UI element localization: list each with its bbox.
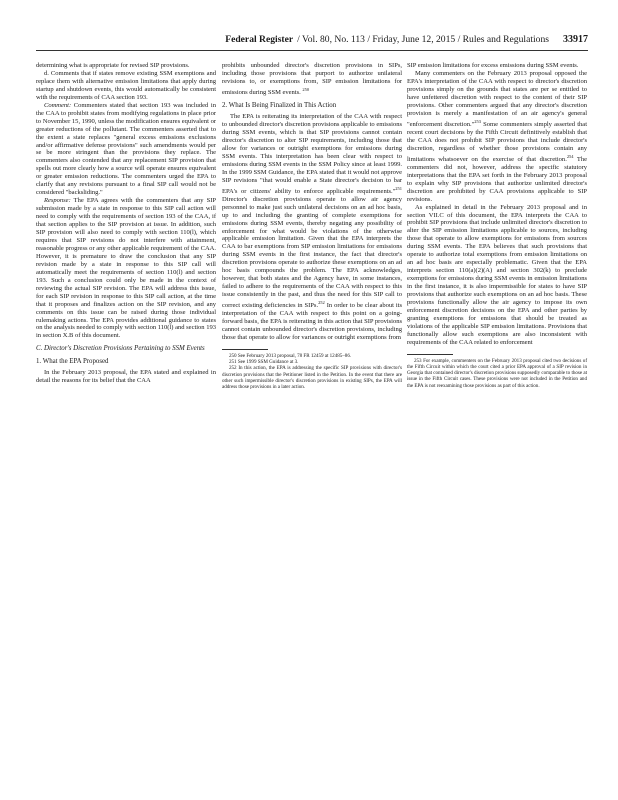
footnote-rule <box>407 354 453 355</box>
column-left <box>36 62 216 385</box>
paragraph-text: prohibits unbounded director's discretion provisions in SIPs, including those provisions that purport to authorize unilateral revisions to, or exemptions from, SIP emission limitations for emissions during SSM events. <box>222 62 402 97</box>
footnote-ref: 251 <box>395 185 402 191</box>
footnote-rule <box>222 349 268 350</box>
paragraph-text: The commenters did not, however, address the specific statutory interpretations that the EPA set forth in the February 2013 proposal to explain why SIP provisions that authorize unlimited director's discretion are prohibited by CAA provisions applicable to SIP revisions. <box>407 155 587 203</box>
paragraph <box>222 113 402 342</box>
paragraph-text: Some commenters simply asserted that recent court decisions by the Fifth Circuit definitively establish that the CAA does not prohibit SIP provisions that include director's discretion, regardless of whether those provisions contain any limitations whatsoever on the exercise of that discretion. <box>407 120 587 163</box>
paragraph-text: Director's discretion provisions operate to allow air agency personnel to make just such unilateral decisions on an ad hoc basis, up to and including the granting of complete exemptions for emissions during SSM events, thereby negating any possibility of enforcement for what would be violations of the otherwise applicable emission limitation. Given that the EPA interprets the CAA to bar exemptions from SIP emission limitations for emissions during SSM events in the first instance, the fact that director's discretion provisions operate to authorize these exemptions on an ad hoc basis compounds the problem. The EPA acknowledges, however, that both states and the Agency have, in some instances, failed to adhere to the requirements of the CAA with respect to this issue consistently in the past, and thus the need for this SIP call to correct existing deficiencies in SIPs. <box>222 195 402 310</box>
paragraph-text: Many commenters on the February 2013 proposal opposed the EPA's interpretation of the CAA with respect to director's discretion provisions simply on the grounds that states are per se entitled to have unfettered discretion with respect to the content of their SIP provisions. Other commenters argued that any director's discretion provision is merely a manifestation of an air agency's general "enforcement discretion." <box>407 69 587 128</box>
paragraph: As explained in detail in the February 2013 proposal and in section VII.C of this document, the EPA interprets the CAA to prohibit SIP provisions that include unlimited director's discretion to alter the SIP emission limitations applicable to sources, including those that operate to allow exemptions for emissions from sources during SSM events. The EPA believes that such provisions that operate to authorize total exemptions from emission limitations on an ad hoc basis are especially problematic. Given that the EPA interprets section 110(a)(2)(A) and section 302(k) to preclude exemptions for emissions during SSM events in emission limitations in the first instance, it is also impermissible for states to have SIP provisions that authorize such exemptions on an ad hoc basis. These provisions functionally allow the air agency to impose its own enforcement discretion decisions on the EPA and other parties by granting exemptions for emissions that should be treated as violations of the applicable SIP emission limitations. Provisions that functionally allow such exemptions are also inconsistent with requirements of the CAA related to enforcement <box>407 203 587 346</box>
column-right <box>407 62 587 389</box>
paragraph <box>222 62 402 97</box>
response-label: Response: <box>44 197 71 205</box>
publication-title: Federal Register <box>225 33 294 45</box>
section-heading-c: C. Director's Discretion Provisions Pertaining to SSM Events <box>36 345 205 353</box>
footnote: 251 See 1999 SSM Guidance at 3. <box>229 359 299 366</box>
footnote: 250 See February 2013 proposal, 78 FR 12459 at 12485–86. <box>229 353 352 360</box>
paragraph: In the February 2013 proposal, the EPA stated and explained in detail the reasons for its belief that the CAA <box>36 369 216 385</box>
comment-text: Commenters stated that section 193 was included in the CAA to prohibit states from modifying regulations in place prior to November 15, 1990, unless the modification ensures equivalent or greater reductions of the pollutant. The commenters asserted that to the extent a state replaces "general excess emissions exclusions and/or affirmative defense provisions" such amendments would per se be more stringent than the provisions they replace. The commenters also contended that any replacement SIP provision that spells out more clearly how a source will operate ensures equivalent or greater emission reductions. The commenters urged the EPA to clarify that any revisions pursuant to a final SIP call would not be considered "backsliding." <box>36 101 216 197</box>
footnote: 253 For example, commenters on the February 2013 proposal cited two decisions of the Fifth Circuit within which the court cited a prior EPA approval of a SIP revision in Georgia that contained director's discretion provisions supposedly comparable to those at issue in the Fifth Circuit cases. These provisions were not included in the Petition and the EPA is not reexamining those provisions as part of this action. <box>407 357 587 389</box>
footnote-ref: 254 <box>566 153 574 159</box>
footnote-ref: 250 <box>302 86 310 92</box>
paragraph-text: In order to be clear about its interpretation of the CAA with respect to this point on a going-forward basis, the EPA is reiterating in this action that SIP provisions cannot contain unbounded director's discretion provisions, including those that operate to allow for variances or outright exemptions from <box>222 302 402 342</box>
comment-paragraph <box>36 102 216 197</box>
response-paragraph <box>36 197 216 340</box>
footnote-ref: 253 <box>474 118 481 124</box>
paragraph: determining what is appropriate for revised SIP provisions. <box>36 62 190 69</box>
footnote: 252 In this action, the EPA is addressing the specific SIP provisions with director's discretion provisions that the Petitioner listed in the Petition. In the event that there are other such impermissible director's discretion provisions in existing SIPs, the EPA will address those provisions in a later action. <box>222 365 402 391</box>
paragraph-text: The EPA is reiterating its interpretation of the CAA with respect to unbounded director's discretion provisions applicable to emissions during SSM events, which is that SIP provisions cannot contain director's discretion to alter SIP requirements, including those that allow for variances or outright exemptions for emissions during SSM events. This interpretation has been clear with respect to emissions during SSM events in the SSM Policy since at least 1999. In the 1999 SSM Guidance, the EPA stated that it would not approve SIP revisions "that would enable a State director's decision to bar EPA's or citizens' ability to enforce applicable requirements." <box>222 112 402 195</box>
page-header <box>36 32 588 46</box>
subsection-heading-1: 1. What the EPA Proposed <box>36 358 109 366</box>
paragraph: SIP emission limitations for excess emissions during SSM events. <box>407 62 579 69</box>
page-number: 33917 <box>563 33 588 45</box>
paragraph <box>407 70 587 204</box>
header-rule <box>36 50 588 51</box>
comment-label: Comment: <box>44 101 72 109</box>
subsection-heading-2: 2. What Is Being Finalized in This Action <box>222 101 337 109</box>
paragraph-d: d. Comments that if states remove existing SSM exemptions and replace them with alternative emission limitations that apply during startup and shutdown events, this would automatically be consistent with the requirements of CAA section 193. <box>36 69 216 101</box>
footnote-ref: 252 <box>318 300 325 306</box>
response-text: The EPA agrees with the commenters that any SIP submission made by a state in response to this SIP call action will need to comply with the requirements of section 193 of the CAA, if that section applies to the SIP provision at issue. In addition, such SIP provision will also need to comply with section 110(l), which requires that SIP revisions do not interfere with attainment, reasonable progress or any other applicable requirement of the CAA. However, it is premature to draw the conclusion that any SIP revision made by a state in response to this SIP call will automatically meet the requirements of section 110(l) and section 193. Such a conclusion could only be made in the context of reviewing the actual SIP revision. The EPA will address this issue, for each SIP revision in response to this SIP call action, at the time that it proposes and finalizes action on the SIP revision, and any comments on this issue can be raised during those individual rulemaking actions. The EPA provides additional guidance to states on the analysis needed to comply with section 110(l) and section 193 in section X.B of this document. <box>36 197 216 340</box>
issue-info: / Vol. 80, No. 113 / Friday, June 12, 2015 / Rules and Regulations <box>297 33 549 45</box>
column-middle <box>222 62 402 390</box>
